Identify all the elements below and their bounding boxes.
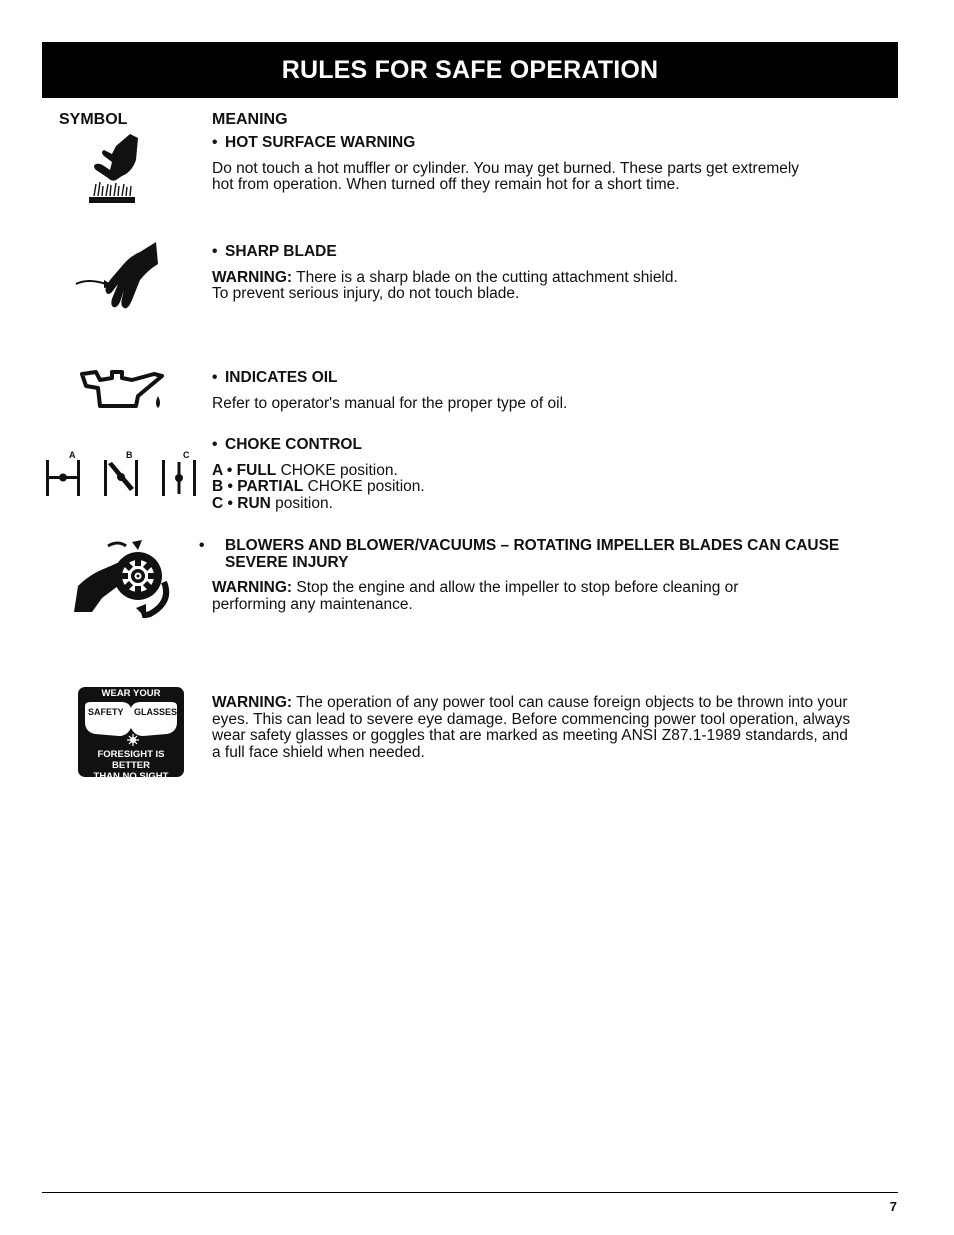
warning-label: WARNING: [212,579,293,596]
hot-surface-line1: Do not touch a hot muffler or cylinder. You may get burned. These parts get extremely [212,159,800,177]
oil-item [212,370,902,412]
choke-line-c: C • RUN position. [212,494,333,512]
oil-line1: Refer to operator's manual for the proper type of oil. [212,394,568,412]
choke-positions-icon [44,458,200,498]
badge-bottom-line1: FORESIGHT IS BETTER [97,749,165,771]
meaning-column-heading: MEANING [212,111,288,128]
badge-safety-text: SAFETY [88,707,124,717]
impeller-blade-icon [72,538,176,618]
choke-label-c: C [183,450,190,460]
safety-glasses-item [212,695,912,761]
impeller-line1: Stop the engine and allow the impeller to stop before cleaning or [292,579,739,596]
impeller-line2: performing any maintenance. [212,595,413,613]
sharp-blade-line1: There is a sharp blade on the cutting attachment shield. [292,268,678,286]
safety-glasses-line1: The operation of any power tool can cause foreign objects to be thrown into your [292,694,848,711]
safety-glasses-line3: wear safety glasses or goggles that are marked as meeting ANSI Z87.1-1989 standards, and [212,727,848,744]
bullet: • [212,369,218,386]
bullet: • [199,537,205,554]
sharp-blade-item [212,244,902,303]
hot-surface-icon [86,132,138,204]
sharp-blade-hand-icon [74,240,160,312]
impeller-item [199,537,902,613]
choke-line-b: B • PARTIAL CHOKE position. [212,478,425,495]
choke-title: CHOKE CONTROL [225,436,362,453]
badge-top-text: WEAR YOUR [101,688,161,699]
choke-label-b: B [126,450,133,460]
bullet: • [212,243,218,260]
safety-glasses-line2: eyes. This can lead to severe eye damage. Before commencing power tool operation, always [212,710,851,728]
sharp-blade-title: SHARP BLADE [225,243,337,260]
badge-bottom-line2: THAN NO SIGHT [93,771,169,782]
choke-item [212,437,902,512]
oil-can-icon [78,368,166,412]
safety-glasses-badge [78,687,184,782]
badge-glasses-text: GLASSES [134,707,178,717]
warning-label: WARNING: [212,268,293,286]
hot-surface-title: HOT SURFACE WARNING [225,134,416,151]
hot-surface-item [212,135,902,194]
sharp-blade-line2: To prevent serious injury, do not touch blade. [212,285,520,302]
warning-label: WARNING: [212,694,293,711]
oil-title: INDICATES OIL [225,369,338,386]
page-title: RULES FOR SAFE OPERATION [281,55,659,84]
footer-rule [42,1192,898,1193]
header-bar [42,42,898,98]
safety-glasses-line4: a full face shield when needed. [212,743,425,761]
bullet: • [212,436,218,453]
bullet: • [212,134,218,151]
hot-surface-line2: hot from operation. When turned off they remain hot for a short time. [212,176,680,193]
symbol-column-heading: SYMBOL [59,111,128,128]
choke-line-a: A • FULL CHOKE position. [212,461,398,479]
choke-label-a: A [69,450,76,460]
page-number: 7 [889,1199,897,1214]
impeller-title: BLOWERS AND BLOWER/VACUUMS – ROTATING IMPELLER BLADES CAN CAUSE SEVERE INJURY [225,537,840,571]
